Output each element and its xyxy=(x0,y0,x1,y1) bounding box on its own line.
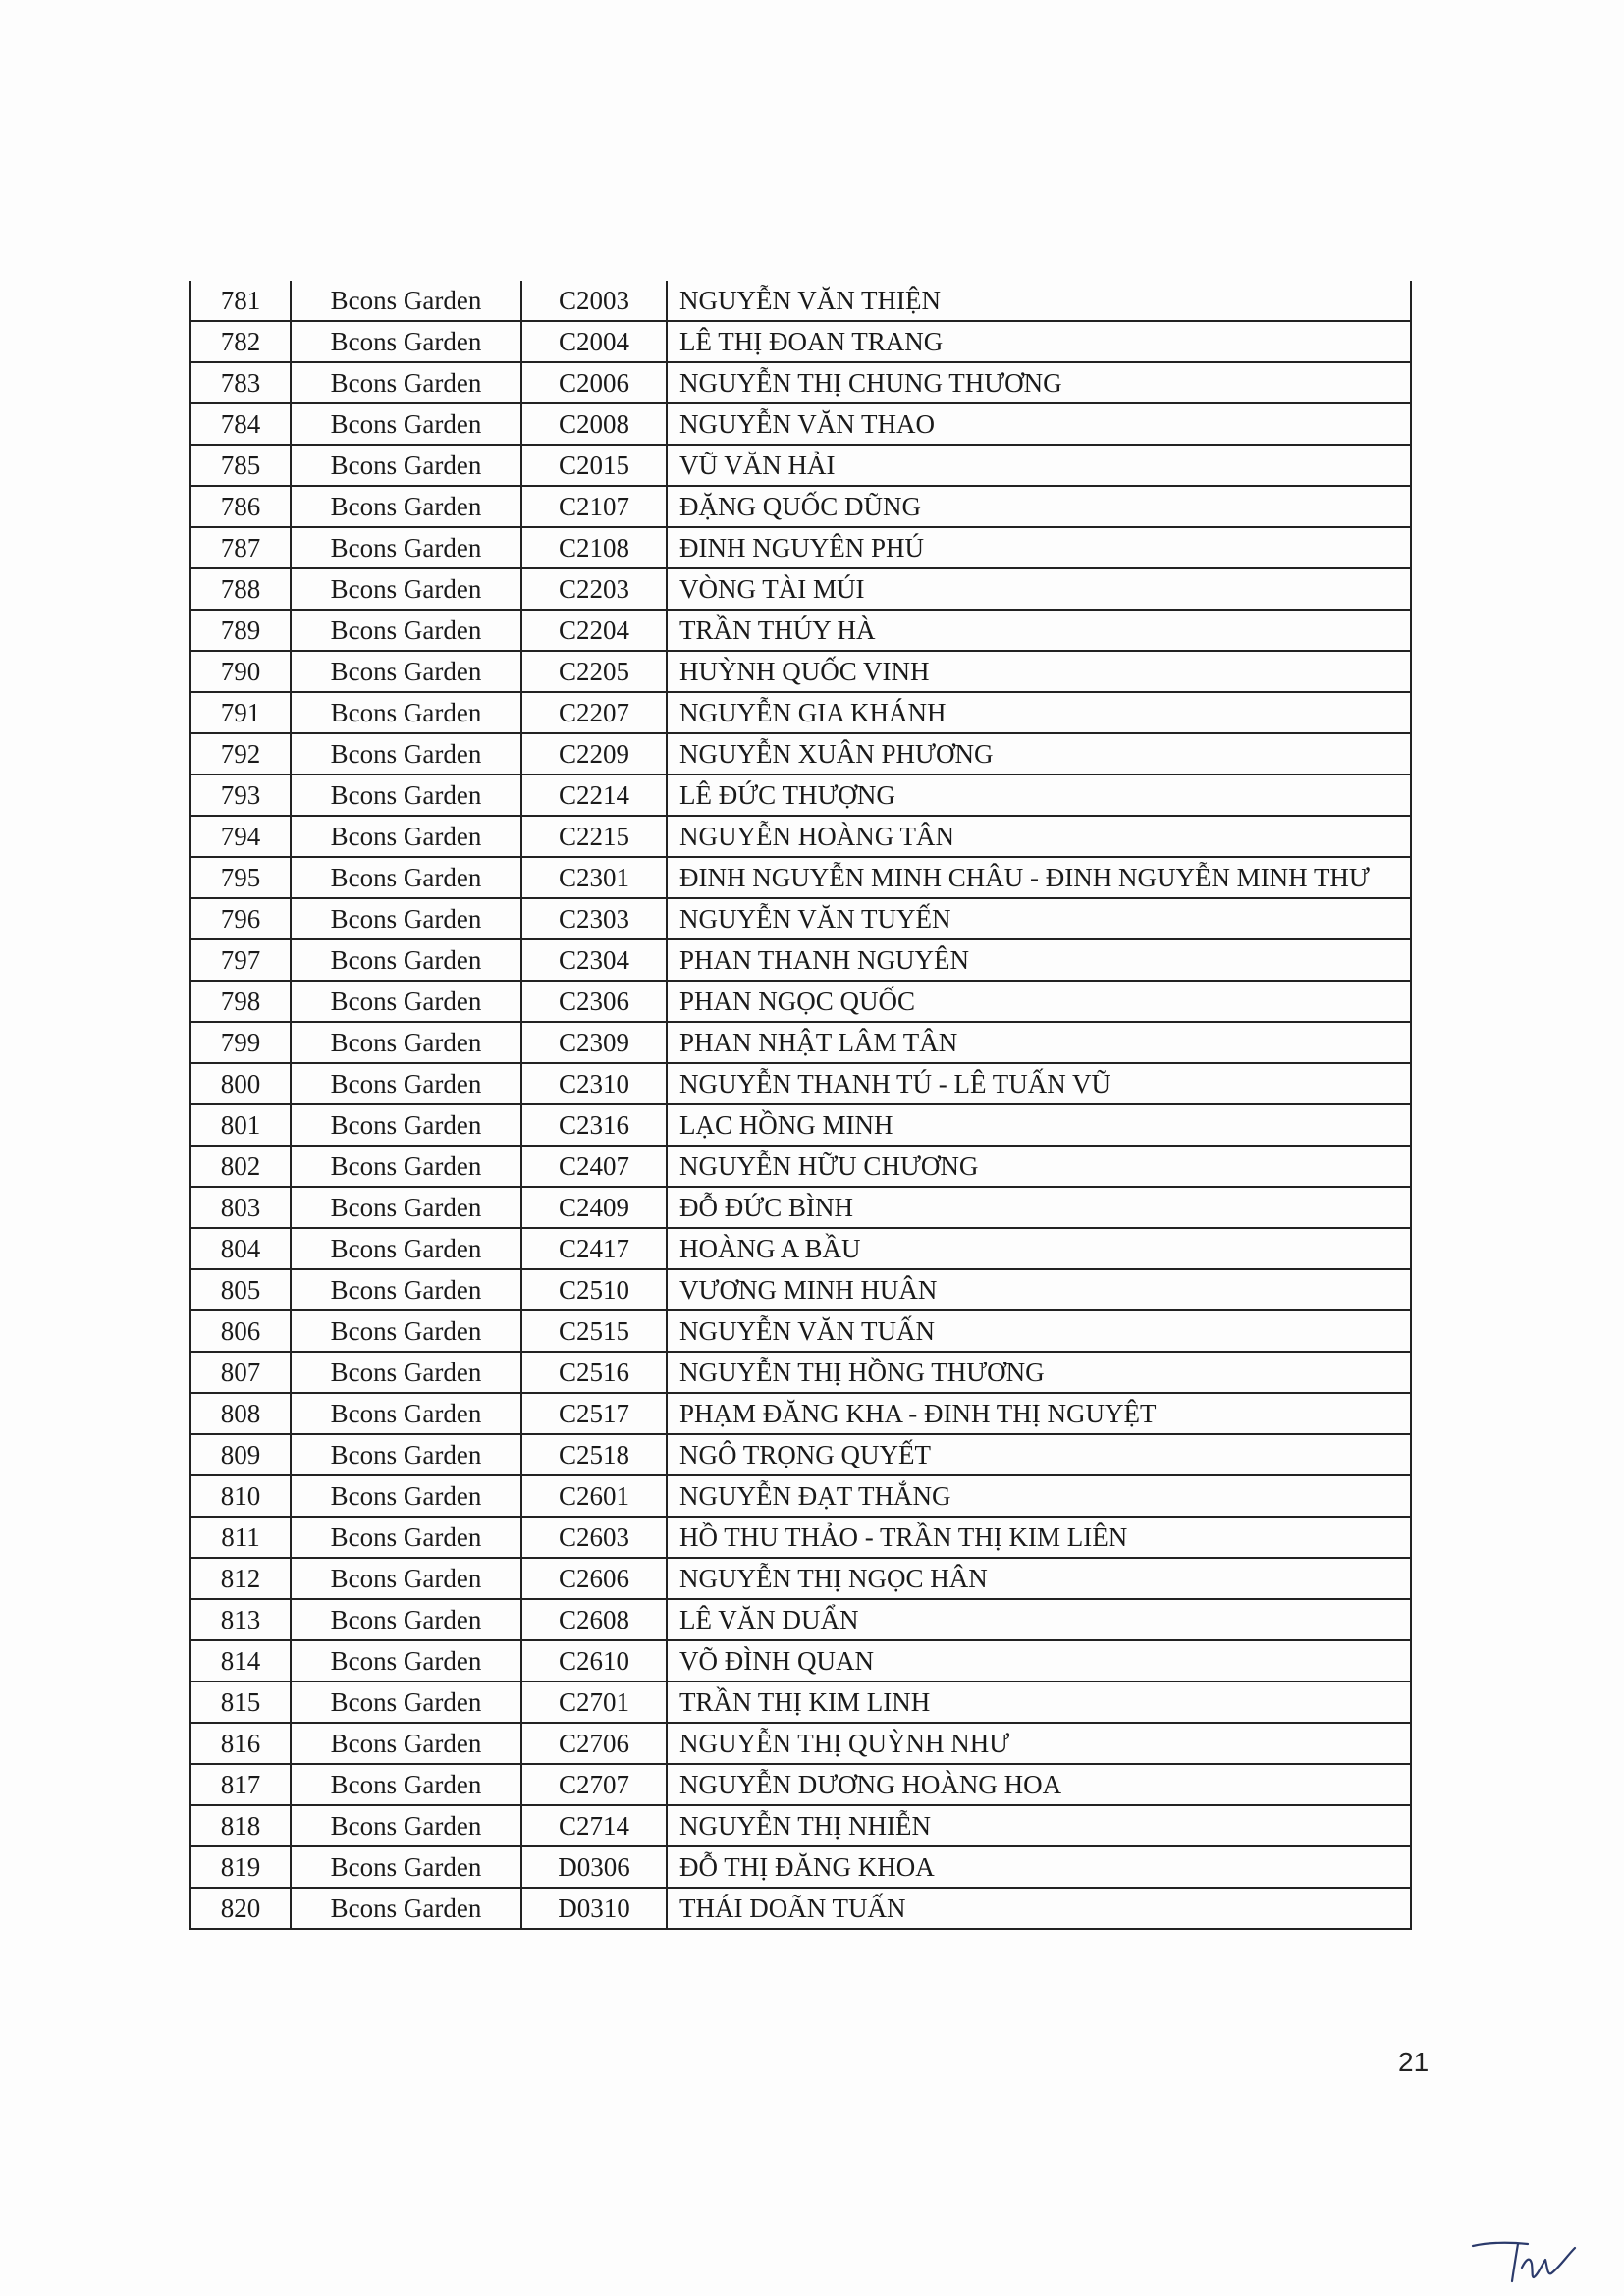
project-name: Bcons Garden xyxy=(291,1888,521,1929)
project-name: Bcons Garden xyxy=(291,281,521,321)
row-number: 796 xyxy=(190,898,291,939)
row-number: 805 xyxy=(190,1269,291,1310)
unit-code: C2107 xyxy=(521,486,667,527)
owner-name: TRẦN THÚY HÀ xyxy=(667,610,1411,651)
project-name: Bcons Garden xyxy=(291,1352,521,1393)
owner-name: HỒ THU THẢO - TRẦN THỊ KIM LIÊN xyxy=(667,1517,1411,1558)
project-name: Bcons Garden xyxy=(291,1146,521,1187)
owner-name: NGUYỄN VĂN TUYẾN xyxy=(667,898,1411,939)
row-number: 809 xyxy=(190,1434,291,1475)
owner-name: NGUYỄN GIA KHÁNH xyxy=(667,692,1411,733)
row-number: 794 xyxy=(190,816,291,857)
project-name: Bcons Garden xyxy=(291,1805,521,1846)
unit-code: C2204 xyxy=(521,610,667,651)
owner-name: VƯƠNG MINH HUÂN xyxy=(667,1269,1411,1310)
project-name: Bcons Garden xyxy=(291,651,521,692)
table-row xyxy=(190,1187,1411,1228)
project-name: Bcons Garden xyxy=(291,1475,521,1517)
owner-name: HUỲNH QUỐC VINH xyxy=(667,651,1411,692)
unit-code: C2306 xyxy=(521,981,667,1022)
owner-list-table xyxy=(189,281,1412,1930)
project-name: Bcons Garden xyxy=(291,1434,521,1475)
project-name: Bcons Garden xyxy=(291,1558,521,1599)
table-row xyxy=(190,1146,1411,1187)
project-name: Bcons Garden xyxy=(291,1269,521,1310)
unit-code: C2309 xyxy=(521,1022,667,1063)
project-name: Bcons Garden xyxy=(291,1764,521,1805)
unit-code: C2207 xyxy=(521,692,667,733)
owner-name: NGUYỄN THỊ QUỲNH NHƯ xyxy=(667,1723,1411,1764)
table-row xyxy=(190,362,1411,403)
project-name: Bcons Garden xyxy=(291,1022,521,1063)
project-name: Bcons Garden xyxy=(291,568,521,610)
table-row xyxy=(190,1475,1411,1517)
row-number: 797 xyxy=(190,939,291,981)
owner-name: NGÔ TRỌNG QUYẾT xyxy=(667,1434,1411,1475)
project-name: Bcons Garden xyxy=(291,1599,521,1640)
owner-name: NGUYỄN DƯƠNG HOÀNG HOA xyxy=(667,1764,1411,1805)
project-name: Bcons Garden xyxy=(291,1104,521,1146)
page-number: 21 xyxy=(1398,2047,1430,2077)
project-name: Bcons Garden xyxy=(291,857,521,898)
row-number: 784 xyxy=(190,403,291,445)
project-name: Bcons Garden xyxy=(291,486,521,527)
table-row xyxy=(190,403,1411,445)
unit-code: C2310 xyxy=(521,1063,667,1104)
owner-name: NGUYỄN ĐẠT THẮNG xyxy=(667,1475,1411,1517)
unit-code: C2004 xyxy=(521,321,667,362)
table-row xyxy=(190,1846,1411,1888)
owner-name: TRẦN THỊ KIM LINH xyxy=(667,1682,1411,1723)
table-row xyxy=(190,857,1411,898)
table-row xyxy=(190,1764,1411,1805)
project-name: Bcons Garden xyxy=(291,610,521,651)
owner-name: NGUYỄN THỊ CHUNG THƯƠNG xyxy=(667,362,1411,403)
project-name: Bcons Garden xyxy=(291,1517,521,1558)
owner-name: VŨ VĂN HẢI xyxy=(667,445,1411,486)
project-name: Bcons Garden xyxy=(291,1187,521,1228)
table-row xyxy=(190,568,1411,610)
row-number: 793 xyxy=(190,774,291,816)
row-number: 815 xyxy=(190,1682,291,1723)
row-number: 802 xyxy=(190,1146,291,1187)
table-row xyxy=(190,1310,1411,1352)
project-name: Bcons Garden xyxy=(291,774,521,816)
owner-name: ĐỖ ĐỨC BÌNH xyxy=(667,1187,1411,1228)
table-row xyxy=(190,281,1411,321)
table-row xyxy=(190,1063,1411,1104)
table-row xyxy=(190,939,1411,981)
row-number: 800 xyxy=(190,1063,291,1104)
row-number: 820 xyxy=(190,1888,291,1929)
table-row xyxy=(190,1269,1411,1310)
row-number: 791 xyxy=(190,692,291,733)
unit-code: C2316 xyxy=(521,1104,667,1146)
row-number: 781 xyxy=(190,281,291,321)
table-row xyxy=(190,1805,1411,1846)
table-row xyxy=(190,733,1411,774)
project-name: Bcons Garden xyxy=(291,692,521,733)
unit-code: C2209 xyxy=(521,733,667,774)
unit-code: C2510 xyxy=(521,1269,667,1310)
row-number: 806 xyxy=(190,1310,291,1352)
table-row xyxy=(190,1888,1411,1929)
project-name: Bcons Garden xyxy=(291,1682,521,1723)
owner-name: NGUYỄN THỊ NHIỄN xyxy=(667,1805,1411,1846)
unit-code: C2518 xyxy=(521,1434,667,1475)
unit-code: C2304 xyxy=(521,939,667,981)
table-row xyxy=(190,1517,1411,1558)
row-number: 808 xyxy=(190,1393,291,1434)
table-row xyxy=(190,1022,1411,1063)
owner-name: ĐINH NGUYỄN MINH CHÂU - ĐINH NGUYỄN MINH THƯ xyxy=(667,857,1411,898)
unit-code: C2603 xyxy=(521,1517,667,1558)
unit-code: C2515 xyxy=(521,1310,667,1352)
owner-name: HOÀNG A BẦU xyxy=(667,1228,1411,1269)
owner-name: NGUYỄN XUÂN PHƯƠNG xyxy=(667,733,1411,774)
project-name: Bcons Garden xyxy=(291,527,521,568)
unit-code: C2409 xyxy=(521,1187,667,1228)
table-row xyxy=(190,1558,1411,1599)
row-number: 783 xyxy=(190,362,291,403)
project-name: Bcons Garden xyxy=(291,1846,521,1888)
owner-name: NGUYỄN VĂN TUẤN xyxy=(667,1310,1411,1352)
unit-code: C2108 xyxy=(521,527,667,568)
unit-code: C2008 xyxy=(521,403,667,445)
project-name: Bcons Garden xyxy=(291,403,521,445)
row-number: 807 xyxy=(190,1352,291,1393)
unit-code: C2606 xyxy=(521,1558,667,1599)
project-name: Bcons Garden xyxy=(291,981,521,1022)
table-row xyxy=(190,816,1411,857)
row-number: 787 xyxy=(190,527,291,568)
unit-code: C2215 xyxy=(521,816,667,857)
project-name: Bcons Garden xyxy=(291,1228,521,1269)
unit-code: C2608 xyxy=(521,1599,667,1640)
unit-code: C2203 xyxy=(521,568,667,610)
unit-code: C2610 xyxy=(521,1640,667,1682)
unit-code: C2516 xyxy=(521,1352,667,1393)
table-row xyxy=(190,1434,1411,1475)
unit-code: D0306 xyxy=(521,1846,667,1888)
owner-name: NGUYỄN THỊ HỒNG THƯƠNG xyxy=(667,1352,1411,1393)
owner-name: NGUYỄN THANH TÚ - LÊ TUẤN VŨ xyxy=(667,1063,1411,1104)
row-number: 812 xyxy=(190,1558,291,1599)
row-number: 792 xyxy=(190,733,291,774)
project-name: Bcons Garden xyxy=(291,321,521,362)
table-row xyxy=(190,1682,1411,1723)
row-number: 816 xyxy=(190,1723,291,1764)
unit-code: C2417 xyxy=(521,1228,667,1269)
table-row xyxy=(190,1640,1411,1682)
table-row xyxy=(190,445,1411,486)
unit-code: D0310 xyxy=(521,1888,667,1929)
row-number: 803 xyxy=(190,1187,291,1228)
row-number: 801 xyxy=(190,1104,291,1146)
owner-name: PHAN NGỌC QUỐC xyxy=(667,981,1411,1022)
row-number: 795 xyxy=(190,857,291,898)
project-name: Bcons Garden xyxy=(291,1310,521,1352)
project-name: Bcons Garden xyxy=(291,362,521,403)
unit-code: C2015 xyxy=(521,445,667,486)
row-number: 789 xyxy=(190,610,291,651)
project-name: Bcons Garden xyxy=(291,445,521,486)
row-number: 811 xyxy=(190,1517,291,1558)
row-number: 817 xyxy=(190,1764,291,1805)
row-number: 819 xyxy=(190,1846,291,1888)
owner-name: ĐẶNG QUỐC DŨNG xyxy=(667,486,1411,527)
unit-code: C2407 xyxy=(521,1146,667,1187)
owner-name: PHAN THANH NGUYÊN xyxy=(667,939,1411,981)
table-row xyxy=(190,1352,1411,1393)
owner-name: PHAN NHẬT LÂM TÂN xyxy=(667,1022,1411,1063)
owner-name: NGUYỄN HỮU CHƯƠNG xyxy=(667,1146,1411,1187)
owner-name: LÊ THỊ ĐOAN TRANG xyxy=(667,321,1411,362)
owner-name: LÊ VĂN DUẨN xyxy=(667,1599,1411,1640)
owner-name: VÒNG TÀI MÚI xyxy=(667,568,1411,610)
table-body xyxy=(190,281,1411,1929)
table-row xyxy=(190,1393,1411,1434)
unit-code: C2003 xyxy=(521,281,667,321)
table-row xyxy=(190,1723,1411,1764)
table-row xyxy=(190,321,1411,362)
row-number: 785 xyxy=(190,445,291,486)
unit-code: C2601 xyxy=(521,1475,667,1517)
row-number: 799 xyxy=(190,1022,291,1063)
unit-code: C2214 xyxy=(521,774,667,816)
row-number: 788 xyxy=(190,568,291,610)
unit-code: C2303 xyxy=(521,898,667,939)
project-name: Bcons Garden xyxy=(291,1640,521,1682)
row-number: 790 xyxy=(190,651,291,692)
table-row xyxy=(190,898,1411,939)
row-number: 814 xyxy=(190,1640,291,1682)
owner-name: VÕ ĐÌNH QUAN xyxy=(667,1640,1411,1682)
project-name: Bcons Garden xyxy=(291,1723,521,1764)
row-number: 804 xyxy=(190,1228,291,1269)
owner-name: THÁI DOÃN TUẤN xyxy=(667,1888,1411,1929)
owner-name: PHẠM ĐĂNG KHA - ĐINH THỊ NGUYỆT xyxy=(667,1393,1411,1434)
owner-name: NGUYỄN THỊ NGỌC HÂN xyxy=(667,1558,1411,1599)
project-name: Bcons Garden xyxy=(291,939,521,981)
owner-name: NGUYỄN VĂN THAO xyxy=(667,403,1411,445)
row-number: 782 xyxy=(190,321,291,362)
table-row xyxy=(190,1228,1411,1269)
unit-code: C2517 xyxy=(521,1393,667,1434)
owner-name: ĐỖ THỊ ĐĂNG KHOA xyxy=(667,1846,1411,1888)
row-number: 810 xyxy=(190,1475,291,1517)
table-row xyxy=(190,692,1411,733)
owner-name: NGUYỄN HOÀNG TÂN xyxy=(667,816,1411,857)
table-row xyxy=(190,610,1411,651)
table-row xyxy=(190,651,1411,692)
table-row xyxy=(190,486,1411,527)
project-name: Bcons Garden xyxy=(291,898,521,939)
table-row xyxy=(190,527,1411,568)
row-number: 813 xyxy=(190,1599,291,1640)
table-row xyxy=(190,981,1411,1022)
project-name: Bcons Garden xyxy=(291,1393,521,1434)
unit-code: C2706 xyxy=(521,1723,667,1764)
unit-code: C2205 xyxy=(521,651,667,692)
unit-code: C2701 xyxy=(521,1682,667,1723)
table-row xyxy=(190,774,1411,816)
table-row xyxy=(190,1104,1411,1146)
project-name: Bcons Garden xyxy=(291,1063,521,1104)
row-number: 798 xyxy=(190,981,291,1022)
owner-name: ĐINH NGUYÊN PHÚ xyxy=(667,527,1411,568)
signature-stroke xyxy=(1473,2243,1575,2281)
unit-code: C2301 xyxy=(521,857,667,898)
unit-code: C2006 xyxy=(521,362,667,403)
row-number: 786 xyxy=(190,486,291,527)
owner-name: LÊ ĐỨC THƯỢNG xyxy=(667,774,1411,816)
signature-mark xyxy=(1471,2238,1579,2287)
unit-code: C2714 xyxy=(521,1805,667,1846)
owner-name: NGUYỄN VĂN THIỆN xyxy=(667,281,1411,321)
unit-code: C2707 xyxy=(521,1764,667,1805)
project-name: Bcons Garden xyxy=(291,733,521,774)
table-row xyxy=(190,1599,1411,1640)
owner-name: LẠC HỒNG MINH xyxy=(667,1104,1411,1146)
row-number: 818 xyxy=(190,1805,291,1846)
project-name: Bcons Garden xyxy=(291,816,521,857)
